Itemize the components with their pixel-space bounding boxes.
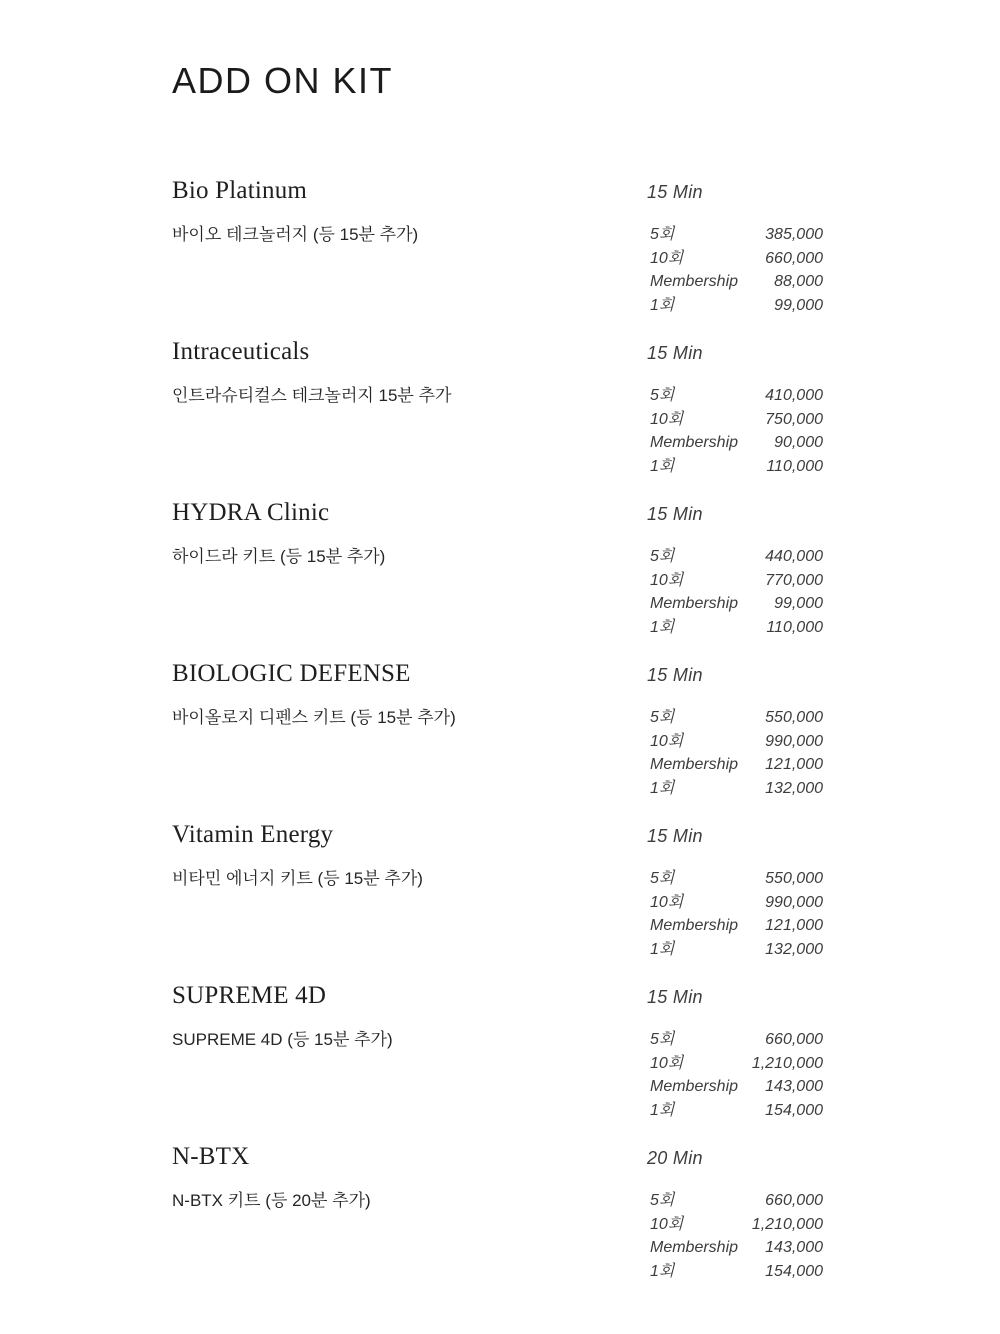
price-row	[647, 706, 823, 730]
service-name: N-BTX	[172, 1143, 250, 1170]
price-row-label: 10회	[650, 571, 684, 589]
service-name: Vitamin Energy	[172, 821, 334, 848]
price-row-value: 99,000	[774, 296, 823, 314]
price-row-value: 550,000	[765, 870, 823, 887]
price-rows	[647, 867, 823, 961]
price-row-value: 750,000	[765, 410, 823, 428]
service-duration: 20 Min	[647, 1148, 703, 1168]
service-section-header	[172, 659, 823, 706]
price-row-value: 1,210,000	[751, 1054, 823, 1072]
price-row-label: 1회	[650, 1262, 675, 1280]
price-row-label: Membership	[650, 1078, 739, 1095]
price-row-value: 121,000	[765, 756, 823, 773]
price-row-label: 1회	[650, 457, 675, 475]
price-row-value: 132,000	[765, 940, 823, 958]
price-row-label: 10회	[650, 1054, 684, 1072]
price-row	[647, 545, 823, 569]
price-row	[647, 1052, 823, 1076]
price-row	[647, 616, 823, 640]
service-section-header	[172, 1142, 823, 1189]
page-title: ADD ON KIT	[172, 60, 394, 101]
service-duration: 15 Min	[647, 665, 703, 685]
price-row-value: 410,000	[765, 387, 823, 404]
service-section-body	[172, 223, 823, 317]
price-row-label: 10회	[650, 893, 684, 911]
price-rows	[647, 1028, 823, 1122]
price-row-label: 10회	[650, 732, 684, 750]
service-subtitle-korean: SUPREME 4D (등 15분 추가)	[172, 1030, 393, 1049]
price-row	[647, 1260, 823, 1284]
price-row-value: 770,000	[765, 571, 823, 589]
price-row-value: 154,000	[765, 1262, 823, 1280]
price-row-label: 5회	[650, 1192, 675, 1209]
price-row	[647, 384, 823, 408]
price-row	[647, 431, 823, 455]
service-name: SUPREME 4D	[172, 982, 327, 1009]
service-section-header	[172, 176, 823, 223]
price-row-value: 132,000	[765, 779, 823, 797]
service-section	[172, 1142, 823, 1283]
service-duration: 15 Min	[647, 987, 703, 1007]
service-section-body	[172, 1189, 823, 1283]
price-row-label: 10회	[650, 249, 684, 267]
price-row-label: 5회	[650, 870, 675, 887]
price-rows	[647, 384, 823, 478]
price-row	[647, 867, 823, 891]
price-row-value: 110,000	[766, 457, 823, 475]
price-row-value: 1,210,000	[751, 1215, 823, 1233]
price-row-label: 1회	[650, 940, 675, 958]
price-rows	[647, 1189, 823, 1283]
service-name: Bio Platinum	[172, 177, 308, 204]
service-duration: 15 Min	[647, 182, 703, 202]
price-row-value: 99,000	[774, 595, 823, 612]
service-section-header	[172, 981, 823, 1028]
price-row-label: 5회	[650, 1031, 675, 1048]
price-row-label: 1회	[650, 296, 675, 314]
price-row-value: 385,000	[765, 226, 823, 243]
service-section	[172, 820, 823, 961]
price-row-value: 660,000	[765, 1031, 823, 1048]
price-row-label: 1회	[650, 618, 675, 636]
service-subtitle-korean: 바이오 테크놀러지 (등 15분 추가)	[172, 225, 419, 244]
price-row-value: 440,000	[765, 548, 823, 565]
price-row-label: 5회	[650, 387, 675, 404]
price-row	[647, 1189, 823, 1213]
price-rows	[647, 223, 823, 317]
price-row-label: Membership	[650, 756, 739, 773]
price-row	[647, 1213, 823, 1237]
price-row	[647, 270, 823, 294]
price-row-label: 1회	[650, 779, 675, 797]
price-row-value: 90,000	[774, 434, 823, 451]
price-row-label: Membership	[650, 917, 739, 934]
price-row	[647, 1236, 823, 1260]
price-row	[647, 223, 823, 247]
price-row-label: 5회	[650, 709, 675, 726]
service-section	[172, 176, 823, 317]
price-row-label: Membership	[650, 273, 739, 290]
price-row-label: 1회	[650, 1101, 675, 1119]
service-section	[172, 659, 823, 800]
price-row-value: 110,000	[766, 618, 823, 636]
service-sections	[172, 176, 823, 1283]
price-row	[647, 592, 823, 616]
price-row	[647, 777, 823, 801]
price-row-value: 143,000	[765, 1239, 823, 1256]
service-section-header	[172, 337, 823, 384]
price-rows	[647, 706, 823, 800]
service-duration: 15 Min	[647, 343, 703, 363]
price-row-value: 88,000	[774, 273, 823, 290]
price-row-label: 10회	[650, 1215, 684, 1233]
price-row-value: 550,000	[765, 709, 823, 726]
service-name: Intraceuticals	[172, 338, 310, 365]
service-subtitle-korean: 인트라슈티컬스 테크놀러지 15분 추가	[172, 386, 452, 405]
service-section	[172, 337, 823, 478]
price-row	[647, 1028, 823, 1052]
service-section-body	[172, 706, 823, 800]
service-duration: 15 Min	[647, 504, 703, 524]
price-row	[647, 891, 823, 915]
price-row	[647, 569, 823, 593]
service-section	[172, 498, 823, 639]
price-row	[647, 408, 823, 432]
service-section-header	[172, 498, 823, 545]
price-rows	[647, 545, 823, 639]
price-row	[647, 914, 823, 938]
price-row	[647, 247, 823, 271]
service-section-header	[172, 820, 823, 867]
service-subtitle-korean: 비타민 에너지 키트 (등 15분 추가)	[172, 869, 423, 888]
service-section-body	[172, 545, 823, 639]
price-row-label: Membership	[650, 595, 739, 612]
price-row-value: 121,000	[765, 917, 823, 934]
price-row-value: 660,000	[765, 249, 823, 267]
price-row-label: 10회	[650, 410, 684, 428]
price-row	[647, 455, 823, 479]
price-row	[647, 753, 823, 777]
price-row-label: 5회	[650, 548, 675, 565]
service-name: BIOLOGIC DEFENSE	[172, 660, 411, 687]
price-row-value: 660,000	[765, 1192, 823, 1209]
service-subtitle-korean: 바이올로지 디펜스 키트 (등 15분 추가)	[172, 708, 456, 727]
price-row	[647, 1075, 823, 1099]
price-row	[647, 1099, 823, 1123]
price-row-value: 990,000	[765, 893, 823, 911]
service-duration: 15 Min	[647, 826, 703, 846]
price-row-label: Membership	[650, 434, 739, 451]
service-section-body	[172, 867, 823, 961]
price-row	[647, 294, 823, 318]
service-subtitle-korean: N-BTX 키트 (등 20분 추가)	[172, 1191, 371, 1210]
price-row-value: 154,000	[765, 1101, 823, 1119]
service-section	[172, 981, 823, 1122]
service-subtitle-korean: 하이드라 키트 (등 15분 추가)	[172, 547, 386, 566]
price-row-value: 143,000	[765, 1078, 823, 1095]
price-row	[647, 938, 823, 962]
service-section-body	[172, 384, 823, 478]
price-row	[647, 730, 823, 754]
price-row-label: 5회	[650, 226, 675, 243]
service-name: HYDRA Clinic	[172, 499, 330, 526]
price-row-value: 990,000	[765, 732, 823, 750]
service-section-body	[172, 1028, 823, 1122]
price-row-label: Membership	[650, 1239, 739, 1256]
